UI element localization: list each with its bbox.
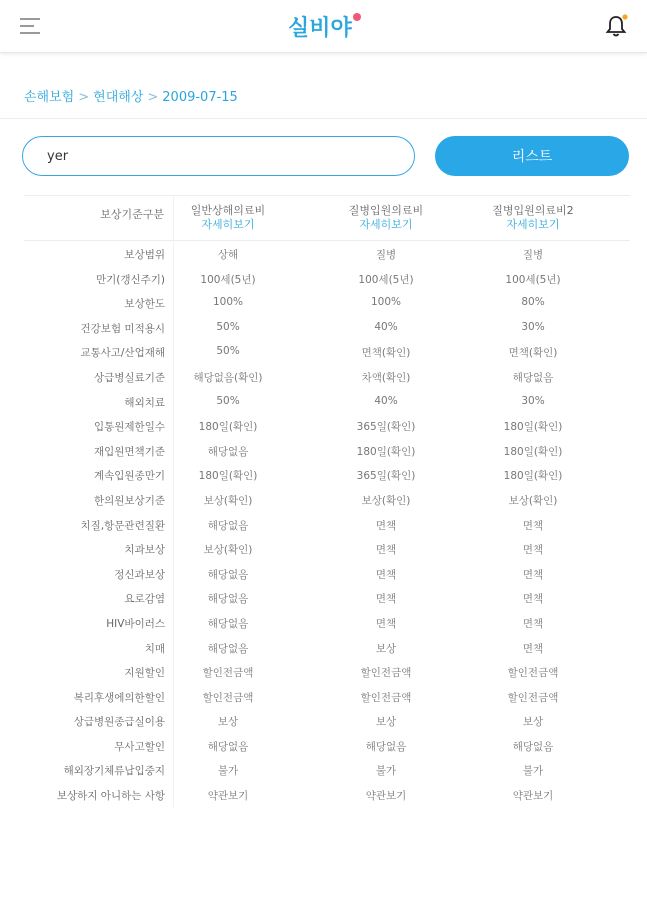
list-button[interactable]: 리스트 xyxy=(435,136,629,176)
detail-link[interactable]: 자세히보기 xyxy=(506,218,560,231)
row-value-col3: 해당없음 xyxy=(512,740,554,753)
row-value-col2: 보상 xyxy=(375,642,397,655)
table-row xyxy=(24,611,630,636)
row-value-col1: 50% xyxy=(216,394,240,407)
row-value-col3: 질병 xyxy=(522,249,544,261)
row-value-col2: 할인전금액 xyxy=(360,691,412,704)
row-value-col3: 80% xyxy=(521,296,545,309)
table-row xyxy=(24,365,630,390)
table-row xyxy=(24,562,630,587)
row-value-col1: 180일(확인) xyxy=(198,470,258,483)
row-value-col2: 면책 xyxy=(375,519,397,532)
table-row xyxy=(24,709,630,734)
table-row xyxy=(24,463,630,488)
row-value-col1: 50% xyxy=(216,320,240,333)
row-value-col2: 180일(확인) xyxy=(356,445,416,458)
breadcrumb-item-category[interactable]: 손해보험 xyxy=(24,90,75,105)
row-value-col1: 해당없음 xyxy=(207,445,249,458)
row-value-col3: 면책 xyxy=(522,617,544,630)
row-label: 보상한도 xyxy=(124,298,165,311)
row-label: 상급병원종급실이용 xyxy=(73,716,165,729)
row-value-col1: 해당없음(확인) xyxy=(193,371,263,384)
row-value-col2: 보상 xyxy=(375,716,397,729)
row-label: 치과보상 xyxy=(124,544,165,557)
hamburger-menu-icon[interactable] xyxy=(20,18,42,34)
row-value-col3: 180일(확인) xyxy=(503,445,563,458)
row-value-col3: 면책(확인) xyxy=(508,347,558,360)
row-label: 교통사고/산업재해 xyxy=(80,347,165,360)
table-row xyxy=(24,267,630,292)
row-value-col3: 보상(확인) xyxy=(508,494,558,507)
row-value-col3: 해당없음 xyxy=(512,371,554,384)
row-value-col1: 해당없음 xyxy=(207,617,249,630)
detail-link[interactable]: 자세히보기 xyxy=(201,218,255,231)
row-value-col1: 해당없음 xyxy=(207,740,249,753)
top-navigation-bar xyxy=(0,0,647,53)
table-row xyxy=(24,242,630,267)
table-row xyxy=(24,660,630,685)
detail-link[interactable]: 자세히보기 xyxy=(359,218,413,231)
row-value-col2: 면책 xyxy=(375,617,397,630)
row-value-col2: 365일(확인) xyxy=(356,470,416,483)
table-row xyxy=(24,636,630,661)
table-row xyxy=(24,390,630,415)
row-value-col3: 면책 xyxy=(522,544,544,557)
row-label: 한의원보상기준 xyxy=(93,494,165,507)
table-row xyxy=(24,488,630,513)
row-value-col1: 해당없음 xyxy=(207,642,249,655)
row-label: 만기(갱신주기) xyxy=(95,273,165,286)
breadcrumb-divider xyxy=(0,118,647,119)
column-name: 질병입원의료비2 xyxy=(492,204,574,217)
search-input[interactable] xyxy=(22,136,415,176)
row-value-col2: 불가 xyxy=(375,765,397,778)
row-label: 치질,항문관련질환 xyxy=(80,519,165,532)
row-value-col3: 할인전금액 xyxy=(507,691,559,704)
table-row xyxy=(24,685,630,710)
row-value-col1: 100% xyxy=(212,296,244,309)
row-value-col1: 불가 xyxy=(217,765,239,778)
row-label: 재입원면책기준 xyxy=(93,445,165,458)
row-value-col1: 할인전금액 xyxy=(202,691,254,704)
table-row xyxy=(24,783,630,808)
row-value-col1: 100세(5년) xyxy=(200,273,256,286)
svg-text:실비야: 실비야 xyxy=(288,16,352,41)
row-value-col3: 면책 xyxy=(522,568,544,581)
row-label: 복리후생에의한할인 xyxy=(73,691,165,704)
column-header-3 xyxy=(465,204,601,232)
table-row xyxy=(24,340,630,365)
row-label: HIV바이러스 xyxy=(106,617,165,630)
row-value-col3: 면책 xyxy=(522,642,544,655)
column-header-2 xyxy=(318,204,454,232)
column-header-1 xyxy=(160,204,296,232)
row-value-col1: 할인전금액 xyxy=(202,667,254,680)
column-name: 일반상해의료비 xyxy=(190,204,266,217)
row-value-col2: 보상(확인) xyxy=(361,494,411,507)
breadcrumb-item-date[interactable]: 2009-07-15 xyxy=(162,90,238,105)
row-value-col2: 100% xyxy=(370,296,402,309)
row-label: 보상하지 아니하는 사항 xyxy=(56,790,165,803)
row-value-col2: 40% xyxy=(374,394,398,407)
table-row xyxy=(24,513,630,538)
table-row xyxy=(24,439,630,464)
row-value-col3: 면책 xyxy=(522,593,544,606)
row-label: 요로감염 xyxy=(124,593,165,606)
row-value-col2: 차액(확인) xyxy=(361,371,411,384)
row-value-col2: 면책 xyxy=(375,544,397,557)
row-value-col2: 해당없음 xyxy=(365,740,407,753)
breadcrumb-separator: > xyxy=(78,90,90,105)
row-label: 보상범위 xyxy=(124,249,165,261)
row-value-col3: 180일(확인) xyxy=(503,470,563,483)
row-label: 해외장기체류납입중지 xyxy=(63,765,165,778)
row-value-col1: 보상 xyxy=(217,716,239,729)
row-label: 해외치료 xyxy=(124,396,165,409)
row-value-col3: 30% xyxy=(521,394,545,407)
row-value-col3: 불가 xyxy=(522,765,544,778)
row-value-col3: 할인전금액 xyxy=(507,667,559,680)
row-value-col1[interactable]: 약관보기 xyxy=(207,790,249,803)
row-value-col2: 면책 xyxy=(375,568,397,581)
row-value-col3: 면책 xyxy=(522,519,544,532)
row-label: 치매 xyxy=(144,642,165,655)
table-row xyxy=(24,758,630,783)
row-value-col2: 40% xyxy=(374,320,398,333)
silbiya-logo[interactable] xyxy=(286,8,362,44)
row-value-col3: 30% xyxy=(521,320,545,333)
row-label: 건강보험 미적용시 xyxy=(80,322,165,335)
row-value-col1: 해당없음 xyxy=(207,593,249,606)
row-value-col1: 상해 xyxy=(217,249,239,261)
row-value-col3: 보상 xyxy=(522,716,544,729)
table-row xyxy=(24,414,630,439)
table-header xyxy=(24,196,630,241)
row-value-col2: 면책(확인) xyxy=(361,347,411,360)
row-label: 상급병실료기준 xyxy=(93,371,165,384)
bell-notification-icon[interactable] xyxy=(603,13,629,39)
row-label: 입통원제한일수 xyxy=(93,421,165,434)
breadcrumb xyxy=(24,86,238,105)
table-row xyxy=(24,586,630,611)
row-value-col1: 50% xyxy=(216,345,240,358)
row-value-col2: 질병 xyxy=(375,249,397,261)
row-value-col3[interactable]: 약관보기 xyxy=(512,790,554,803)
table-row xyxy=(24,734,630,759)
breadcrumb-separator: > xyxy=(147,90,159,105)
table-row xyxy=(24,316,630,341)
row-label: 지원할인 xyxy=(124,667,165,680)
column-name: 질병입원의료비 xyxy=(348,204,424,217)
table-row xyxy=(24,537,630,562)
row-value-col2: 365일(확인) xyxy=(356,421,416,434)
row-label: 정신과보상 xyxy=(114,568,165,581)
row-value-col2: 면책 xyxy=(375,593,397,606)
header-label: 보상기준구분 xyxy=(100,208,164,221)
table-row xyxy=(24,291,630,316)
breadcrumb-item-company[interactable]: 현대해상 xyxy=(93,90,144,105)
row-value-col1: 보상(확인) xyxy=(203,544,253,557)
row-label: 계속입원종만기 xyxy=(93,470,165,483)
row-value-col2: 할인전금액 xyxy=(360,667,412,680)
row-value-col1: 180일(확인) xyxy=(198,421,258,434)
row-value-col1: 해당없음 xyxy=(207,568,249,581)
row-value-col2: 100세(5년) xyxy=(358,273,414,286)
table-body xyxy=(24,242,630,808)
row-label: 무사고할인 xyxy=(114,740,165,753)
row-value-col1: 보상(확인) xyxy=(203,494,253,507)
row-value-col2[interactable]: 약관보기 xyxy=(365,790,407,803)
row-value-col3: 180일(확인) xyxy=(503,421,563,434)
row-value-col1: 해당없음 xyxy=(207,519,249,532)
row-value-col3: 100세(5년) xyxy=(505,273,561,286)
